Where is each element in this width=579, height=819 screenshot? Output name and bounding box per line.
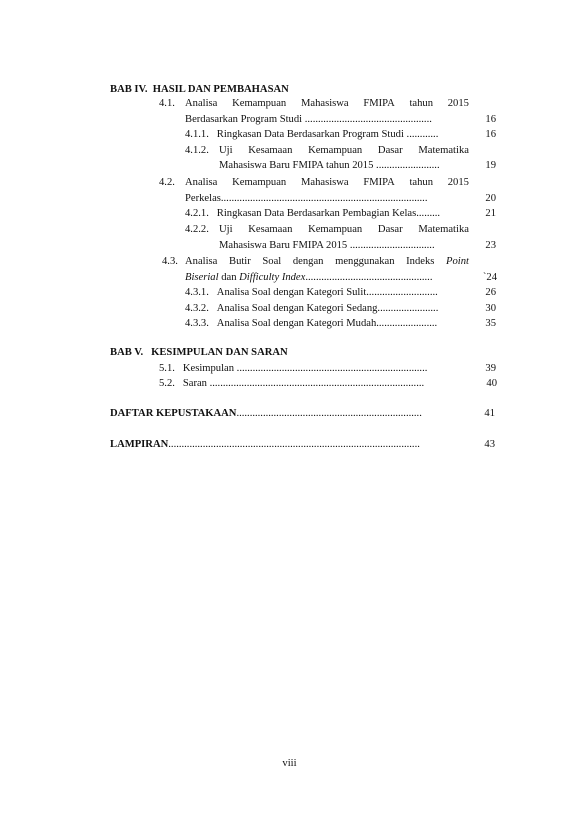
toc-entry-4-3-line1: Analisa Butir Soal dengan menggunakan Indeks Point <box>185 256 469 267</box>
toc-entry-5-1: 5.1. Kesimpulan ........................................................................ <box>159 363 428 374</box>
toc-entry-4-1-1: 4.1.1. Ringkasan Data Berdasarkan Program Studi ............ <box>185 129 439 140</box>
page-number: 39 <box>485 363 496 374</box>
page-number: 21 <box>485 208 496 219</box>
page-number: 30 <box>485 303 496 314</box>
toc-entry-4-2-2-line1: Uji Kesamaan Kemampuan Dasar Matematika <box>219 224 469 235</box>
toc-entry-4-2: 4.2. <box>159 177 175 188</box>
toc-entry-4-2-1: 4.2.1. Ringkasan Data Berdasarkan Pembagian Kelas......... <box>185 208 441 219</box>
chapter-heading-bab-v: BAB V. KESIMPULAN DAN SARAN <box>110 347 288 358</box>
page-number: 16 <box>485 129 496 140</box>
toc-entry-4-1-2-line1: Uji Kesamaan Kemampuan Dasar Matematika <box>219 145 469 156</box>
chapter-heading-bab-iv <box>110 83 289 96</box>
page-number: 23 <box>485 240 496 251</box>
page-number: 16 <box>485 114 496 125</box>
toc-entry-4-1-2-line2: Mahasiswa Baru FMIPA tahun 2015 ........................ <box>219 160 440 171</box>
toc-entry-5-2: 5.2. Saran ................................................................................. <box>159 378 425 389</box>
toc-entry-4-3-3: 4.3.3. Analisa Soal dengan Kategori Mudah....................... <box>185 318 438 329</box>
page-footer-number: viii <box>282 758 297 769</box>
page-number: 19 <box>485 160 496 171</box>
toc-entry-4-3-line2: Biserial dan Difficulty Index................................................ <box>185 272 433 283</box>
page-number: 43 <box>484 439 495 450</box>
chapter-number: BAB IV. <box>110 84 148 95</box>
page-number: 41 <box>484 408 495 419</box>
toc-entry-4-2-line1: Analisa Kemampuan Mahasiswa FMIPA tahun 2015 <box>185 177 469 188</box>
page-number: 20 <box>485 193 496 204</box>
toc-entry-4-1-2-num: 4.1.2. <box>185 145 209 156</box>
toc-entry-4-3-1: 4.3.1. Analisa Soal dengan Kategori Sulit........................... <box>185 287 438 298</box>
toc-entry-4-1 <box>159 97 175 110</box>
chapter-title: HASIL DAN PEMBAHASAN <box>152 84 289 95</box>
toc-entry-4-1-line2: Berdasarkan Program Studi ................................................ <box>185 114 432 125</box>
toc-entry-4-2-line2: Perkelas.............................................................................. <box>185 193 428 204</box>
page-number: 35 <box>485 318 496 329</box>
toc-entry-4-2-2-line2: Mahasiswa Baru FMIPA 2015 ................................ <box>219 240 435 251</box>
section-number: 4.1. <box>159 98 175 109</box>
toc-entry-4-1-line1: Analisa Kemampuan Mahasiswa FMIPA tahun 2015 <box>185 98 469 109</box>
toc-entry-4-3: 4.3. <box>162 256 178 267</box>
toc-entry-4-2-2-num: 4.2.2. <box>185 224 209 235</box>
toc-entry-4-3-2: 4.3.2. Analisa Soal dengan Kategori Sedang....................... <box>185 303 439 314</box>
toc-entry-daftar-kepustakaan: DAFTAR KEPUSTAKAAN...................................................................... <box>110 408 422 419</box>
page-number: 26 <box>485 287 496 298</box>
page-number: `24 <box>482 272 497 283</box>
toc-entry-lampiran: LAMPIRAN............................................................................................... <box>110 439 420 450</box>
page-number: 40 <box>486 378 497 389</box>
